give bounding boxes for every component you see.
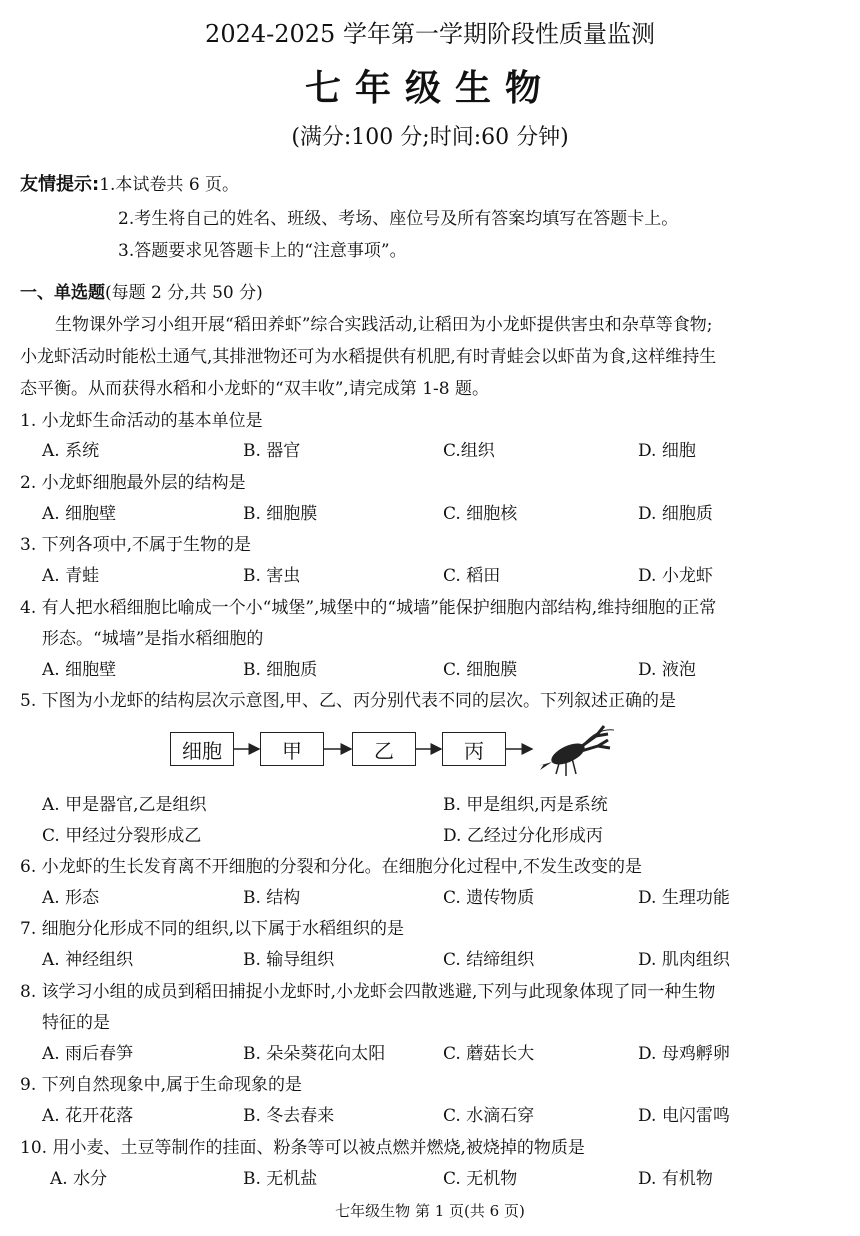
option-d: D. 母鸡孵卵 bbox=[638, 1044, 730, 1064]
option-c: C. 稻田 bbox=[443, 566, 501, 586]
exam-title: 2024-2025 学年第一学期阶段性质量监测 bbox=[205, 20, 655, 48]
exam-info: (满分:100 分;时间:60 分钟) bbox=[291, 125, 569, 150]
section-note: (每题 2 分,共 50 分) bbox=[105, 283, 263, 303]
option-a: A. 系统 bbox=[42, 441, 100, 461]
option-c: C. 细胞膜 bbox=[443, 660, 518, 680]
option-d: D. 液泡 bbox=[638, 660, 696, 680]
question-stem: 2. 小龙虾细胞最外层的结构是 bbox=[20, 473, 246, 493]
option-b: B. 输导组织 bbox=[243, 950, 335, 970]
option-d: D. 小龙虾 bbox=[638, 566, 713, 586]
option-c: C.组织 bbox=[443, 441, 495, 461]
question-stem: 6. 小龙虾的生长发育离不开细胞的分裂和分化。在细胞分化过程中,不发生改变的是 bbox=[20, 857, 643, 877]
option-d: D. 乙经过分化形成丙 bbox=[443, 826, 603, 846]
option-d: D. 有机物 bbox=[638, 1169, 713, 1189]
tips-block bbox=[20, 170, 239, 196]
option-d: D. 生理功能 bbox=[638, 888, 730, 908]
option-c: C. 结缔组织 bbox=[443, 950, 535, 970]
option-c: C. 无机物 bbox=[443, 1169, 518, 1189]
box-cell: 细胞 bbox=[170, 732, 234, 766]
option-d: D. 电闪雷鸣 bbox=[638, 1106, 730, 1126]
option-c: C. 遗传物质 bbox=[443, 888, 535, 908]
option-b: B. 器官 bbox=[243, 441, 301, 461]
option-a: A. 青蛙 bbox=[42, 566, 100, 586]
structure-diagram bbox=[170, 722, 620, 782]
box-jia: 甲 bbox=[260, 732, 324, 766]
section-title: 一、单选题 bbox=[20, 283, 105, 303]
question-stem: 7. 细胞分化形成不同的组织,以下属于水稻组织的是 bbox=[20, 919, 405, 939]
question-stem: 8. 该学习小组的成员到稻田捕捉小龙虾时,小龙虾会四散逃避,下列与此现象体现了同一种生物 bbox=[20, 982, 716, 1002]
option-a: A. 花开花落 bbox=[42, 1106, 134, 1126]
page-footer: 七年级生物 第 1 页(共 6 页) bbox=[335, 1202, 525, 1220]
option-d: D. 肌肉组织 bbox=[638, 950, 730, 970]
option-b: B. 朵朵葵花向太阳 bbox=[243, 1044, 386, 1064]
tips-label: 友情提示: bbox=[20, 174, 100, 195]
intro-line: 小龙虾活动时能松土通气,其排泄物还可为水稻提供有机肥,有时青蛙会以虾苗为食,这样维持生 bbox=[20, 347, 717, 367]
option-d: D. 细胞 bbox=[638, 441, 696, 461]
question-stem: 10. 用小麦、土豆等制作的挂面、粉条等可以被点燃并燃烧,被烧掉的物质是 bbox=[20, 1138, 585, 1158]
box-yi: 乙 bbox=[352, 732, 416, 766]
option-b: B. 细胞膜 bbox=[243, 504, 318, 524]
option-b: B. 害虫 bbox=[243, 566, 301, 586]
intro-line: 态平衡。从而获得水稻和小龙虾的“双丰收”,请完成第 1-8 题。 bbox=[20, 379, 489, 399]
intro-line: 生物课外学习小组开展“稻田养虾”综合实践活动,让稻田为小龙虾提供害虫和杂草等食物; bbox=[55, 315, 713, 335]
question-stem: 9. 下列自然现象中,属于生命现象的是 bbox=[20, 1075, 303, 1095]
option-a: A. 细胞壁 bbox=[42, 660, 117, 680]
box-bing: 丙 bbox=[442, 732, 506, 766]
question-stem-cont: 形态。“城墙”是指水稻细胞的 bbox=[42, 629, 264, 649]
option-a: A. 雨后春笋 bbox=[42, 1044, 134, 1064]
option-b: B. 无机盐 bbox=[243, 1169, 318, 1189]
option-c: C. 水滴石穿 bbox=[443, 1106, 535, 1126]
option-a: A. 细胞壁 bbox=[42, 504, 117, 524]
question-stem: 3. 下列各项中,不属于生物的是 bbox=[20, 535, 252, 555]
option-b: B. 结构 bbox=[243, 888, 301, 908]
question-stem: 5. 下图为小龙虾的结构层次示意图,甲、乙、丙分别代表不同的层次。下列叙述正确的是 bbox=[20, 691, 677, 711]
option-b: B. 甲是组织,丙是系统 bbox=[443, 795, 608, 815]
tip-item: 2.考生将自己的姓名、班级、考场、座位号及所有答案均填写在答题卡上。 bbox=[118, 209, 679, 229]
option-a: A. 甲是器官,乙是组织 bbox=[42, 795, 207, 815]
tip-item: 3.答题要求见答题卡上的“注意事项”。 bbox=[118, 241, 407, 261]
diagram-arrows bbox=[170, 722, 620, 782]
option-a: A. 形态 bbox=[42, 888, 100, 908]
option-d: D. 细胞质 bbox=[638, 504, 713, 524]
question-stem: 1. 小龙虾生命活动的基本单位是 bbox=[20, 411, 263, 431]
subject-title: 七年级生物 bbox=[304, 67, 555, 109]
option-a: A. 神经组织 bbox=[42, 950, 134, 970]
option-c: C. 甲经过分裂形成乙 bbox=[42, 826, 202, 846]
option-a: A. 水分 bbox=[50, 1169, 108, 1189]
crayfish-icon bbox=[538, 726, 614, 776]
option-b: B. 冬去春来 bbox=[243, 1106, 335, 1126]
option-b: B. 细胞质 bbox=[243, 660, 318, 680]
tip-item: 1.本试卷共 6 页。 bbox=[99, 175, 240, 195]
option-c: C. 蘑菇长大 bbox=[443, 1044, 535, 1064]
section-heading bbox=[20, 278, 263, 303]
question-stem-cont: 特征的是 bbox=[42, 1013, 110, 1033]
question-stem: 4. 有人把水稻细胞比喻成一个小“城堡”,城堡中的“城墙”能保护细胞内部结构,维持细胞的正常 bbox=[20, 598, 717, 618]
option-c: C. 细胞核 bbox=[443, 504, 518, 524]
